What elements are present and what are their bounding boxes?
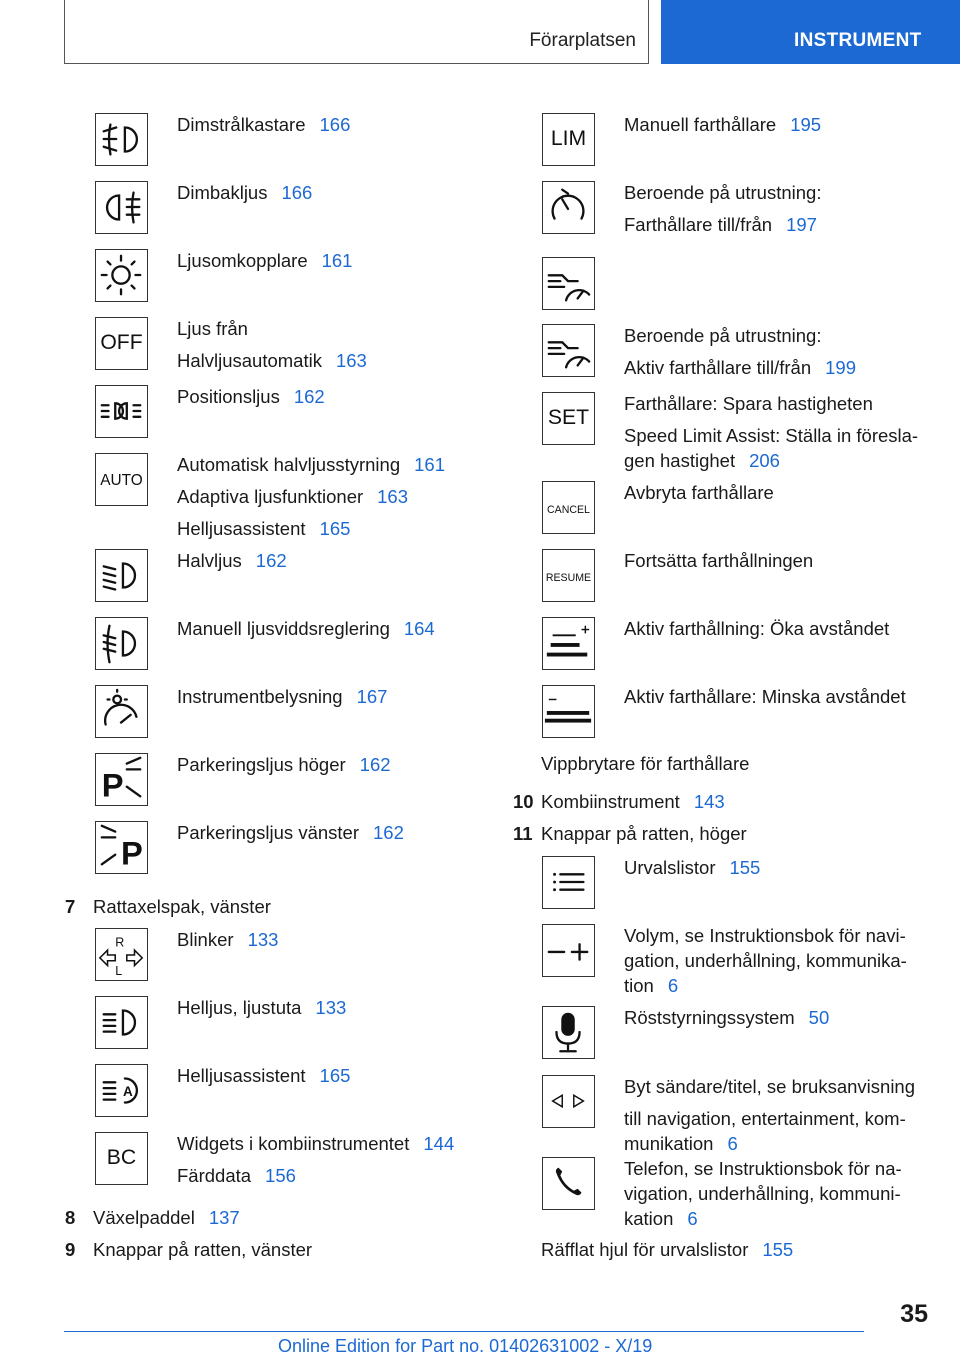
page-ref[interactable]: 164 (403, 618, 435, 639)
page-ref[interactable]: 162 (255, 550, 287, 571)
item-text (177, 452, 445, 541)
item-label: Volym, se Instruktionsbok för navi- (624, 925, 906, 946)
item-label: Helljusassistent (177, 518, 306, 539)
item-text (177, 684, 387, 709)
item-label: Dimbakljus (177, 182, 268, 203)
item-label: gation, underhållning, kommunika- (624, 950, 907, 971)
page-ref[interactable]: 166 (281, 182, 313, 203)
item-label: Telefon, se Instruktionsbok för na- (624, 1158, 902, 1179)
section-title: Förarplatsen (529, 30, 636, 51)
item-10-number: 10 (513, 791, 534, 812)
page-ref[interactable]: 163 (377, 486, 409, 507)
page-ref[interactable]: 197 (786, 214, 817, 235)
item-text (624, 112, 821, 137)
item-label: Speed Limit Assist: Ställa in föresla- (624, 425, 919, 446)
header-section-box (64, 0, 649, 64)
svg-text:A: A (122, 1083, 133, 1099)
parking-light-right-icon (95, 753, 148, 806)
item-label: Parkeringsljus höger (177, 754, 346, 775)
item-label: Helljusassistent (177, 1065, 306, 1086)
svg-text:P: P (101, 766, 124, 804)
item-text (177, 616, 435, 641)
turn-signal-icon (95, 928, 148, 981)
rocker-switch-text: Vippbrytare för farthållare (541, 753, 750, 774)
headlight-range-icon (95, 617, 148, 670)
set-icon (542, 392, 595, 445)
item-text (624, 391, 918, 473)
rear-fog-light-icon (95, 181, 148, 234)
footer-text: Online Edition for Part no. 01402631002 - X/19 (278, 1336, 653, 1356)
item-label: Parkeringsljus vänster (177, 822, 359, 843)
item-label: Instrumentbelysning (177, 686, 343, 707)
item-text (177, 548, 287, 573)
item-label: Ljus från (177, 318, 248, 339)
item-text (624, 323, 856, 380)
svg-text:SET: SET (547, 405, 590, 429)
distance-minus-icon (542, 685, 595, 738)
distance-plus-icon (542, 617, 595, 670)
item-text (177, 752, 391, 777)
page-ref[interactable]: 50 (808, 1007, 830, 1028)
svg-text:BC: BC (106, 1145, 137, 1169)
off-icon (95, 317, 148, 370)
page-ref[interactable]: 6 (667, 975, 679, 996)
page-ref[interactable]: 163 (335, 350, 367, 371)
item-label: Aktiv farthållare: Minska avståndet (624, 686, 906, 707)
item-11-number: 11 (513, 823, 533, 844)
item-text (624, 855, 760, 880)
resume-icon (542, 549, 595, 602)
wheel-text: Räfflat hjul för urvalslistor 155 (541, 1239, 794, 1260)
page-ref[interactable]: 144 (423, 1133, 455, 1154)
page-ref[interactable]: 167 (356, 686, 388, 707)
item-label: munikation (624, 1133, 714, 1154)
page-ref[interactable]: 155 (762, 1239, 794, 1260)
skip-icon (542, 1075, 595, 1128)
page-ref[interactable]: 133 (315, 997, 347, 1018)
item-label: Färddata (177, 1165, 252, 1186)
item-text (177, 1131, 454, 1188)
cancel-icon (542, 481, 595, 534)
item-8-text: Växelpaddel 137 (93, 1207, 240, 1228)
front-fog-light-icon (95, 113, 148, 166)
item-label: Byt sändare/titel, se bruksanvisning (624, 1076, 916, 1097)
item-8-number: 8 (65, 1207, 76, 1228)
page-ref[interactable]: 195 (790, 114, 822, 135)
page-ref[interactable]: 6 (727, 1133, 738, 1154)
light-switch-icon (95, 249, 148, 302)
page-ref[interactable]: 133 (247, 929, 279, 950)
svg-text:OFF: OFF (100, 330, 143, 354)
item-label: gen hastighet (624, 450, 736, 471)
item-label: Urvalslistor (624, 857, 716, 878)
svg-text:LIM: LIM (550, 126, 587, 150)
page-ref[interactable]: 166 (319, 114, 351, 135)
chapter-title: INSTRUMENT (794, 30, 922, 51)
microphone-icon (542, 1006, 595, 1059)
item-text (624, 684, 906, 709)
footer-rule (64, 1331, 864, 1332)
item-text (177, 112, 350, 137)
item-label: Manuell ljusviddsreglering (177, 618, 390, 639)
item-text (177, 1063, 350, 1088)
item-11-text: Knappar på ratten, höger (541, 823, 747, 844)
item-label: Farthållare till/från (624, 214, 773, 235)
item-text (624, 180, 821, 237)
page-ref[interactable]: 161 (414, 454, 445, 475)
item-text (177, 180, 312, 205)
svg-text:AUTO: AUTO (100, 471, 143, 489)
page-ref[interactable]: 162 (373, 822, 404, 843)
volume-icon (542, 924, 595, 977)
active-cruise-icon (542, 257, 595, 310)
item-label: Halvljusautomatik (177, 350, 322, 371)
page-ref[interactable]: 6 (687, 1208, 698, 1229)
item-label: Adaptiva ljusfunktioner (177, 486, 364, 507)
item-text (624, 1156, 902, 1231)
item-label: Ljusomkopplare (177, 250, 308, 271)
instrument-lighting-icon (95, 685, 148, 738)
item-text (624, 1074, 915, 1156)
item-label: Automatisk halvljusstyrning (177, 454, 401, 475)
item-text (624, 548, 813, 573)
item-label: Aktiv farthållare till/från (624, 357, 812, 378)
item-text (177, 248, 352, 273)
item-text (177, 995, 346, 1020)
item-label: Beroende på utrustning: (624, 182, 822, 203)
active-cruise-icon (542, 324, 595, 377)
item-label: Farthållare: Spara hastigheten (624, 393, 873, 414)
item-label: Manuell farthållare (624, 114, 777, 135)
high-beam-icon (95, 996, 148, 1049)
phone-icon (542, 1157, 595, 1210)
item-label: tion (624, 975, 654, 996)
item-label: Helljus, ljustuta (177, 997, 302, 1018)
item-label: Beroende på utrustning: (624, 325, 822, 346)
high-beam-assist-icon (95, 1064, 148, 1117)
auto-icon (95, 453, 148, 506)
svg-text:P: P (121, 834, 143, 872)
list-icon (542, 856, 595, 909)
item-label: kation (624, 1208, 674, 1229)
item-label: Blinker (177, 929, 234, 950)
page-ref[interactable]: 165 (319, 1065, 351, 1086)
position-light-icon (95, 385, 148, 438)
item-label: vigation, underhållning, kommuni- (624, 1183, 901, 1204)
lim-icon (542, 113, 595, 166)
page-ref[interactable]: 137 (208, 1207, 240, 1228)
item-7-text: Rattaxelspak, vänster (93, 896, 271, 917)
svg-text:RESUME: RESUME (545, 571, 592, 584)
item-text (177, 384, 325, 409)
page-ref[interactable]: 161 (321, 250, 353, 271)
svg-text:L: L (115, 964, 123, 979)
item-label: Widgets i kombiinstrumentet (177, 1133, 410, 1154)
item-text (177, 927, 278, 952)
page-ref[interactable]: 206 (749, 450, 780, 471)
item-10-text: Kombiinstrument 143 (541, 791, 725, 812)
item-label: Röststyrningssystem (624, 1007, 795, 1028)
item-text (624, 480, 774, 505)
page-ref[interactable]: 156 (265, 1165, 296, 1186)
page-ref[interactable]: 162 (359, 754, 391, 775)
page-ref[interactable]: 143 (693, 791, 725, 812)
item-label: Aktiv farthållning: Öka avståndet (624, 618, 890, 639)
item-text (177, 316, 367, 373)
page-number: 35 (900, 1300, 928, 1328)
item-9-number: 9 (65, 1239, 76, 1260)
item-text (624, 923, 907, 998)
cruise-control-icon (542, 181, 595, 234)
page-ref[interactable]: 155 (729, 857, 761, 878)
item-9-text: Knappar på ratten, vänster (93, 1239, 313, 1260)
item-label: Positionsljus (177, 386, 280, 407)
item-text (624, 1005, 829, 1030)
parking-light-left-icon (95, 821, 148, 874)
item-text (624, 616, 889, 641)
item-label: Halvljus (177, 550, 242, 571)
item-label: Fortsätta farthållningen (624, 550, 814, 571)
page-ref[interactable]: 165 (319, 518, 351, 539)
bc-icon (95, 1132, 148, 1185)
page-ref[interactable]: 199 (825, 357, 856, 378)
item-label: Avbryta farthållare (624, 482, 774, 503)
svg-text:CANCEL: CANCEL (547, 503, 590, 516)
item-label: till navigation, entertainment, kom- (624, 1108, 906, 1129)
page-ref[interactable]: 162 (293, 386, 325, 407)
item-label: Dimstrålkastare (177, 114, 306, 135)
low-beam-icon (95, 549, 148, 602)
svg-text:R: R (115, 935, 125, 950)
item-text (177, 820, 404, 845)
item-7-number: 7 (65, 896, 76, 917)
